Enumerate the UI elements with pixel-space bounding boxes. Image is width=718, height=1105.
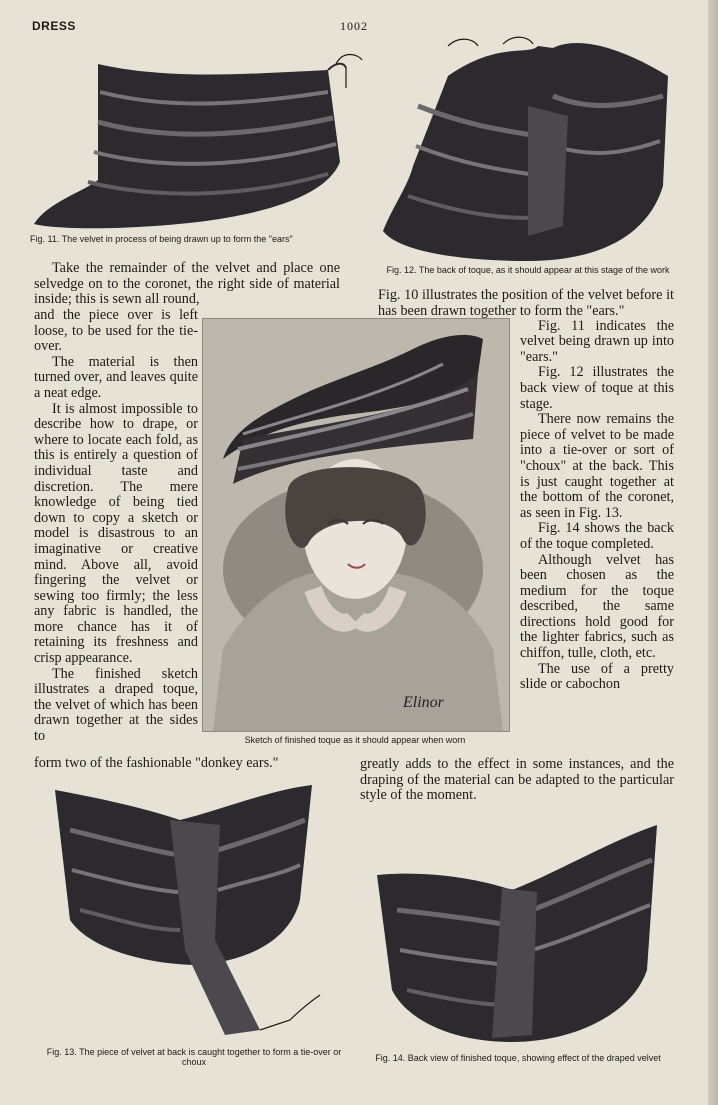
fig14-caption: Fig. 14. Back view of finished toque, showing effect of the draped velvet xyxy=(375,1053,661,1063)
fig11-illustration xyxy=(28,52,378,232)
fig11-caption: Fig. 11. The velvet in process of being drawn up to form the "ears" xyxy=(30,234,293,244)
fig12-caption: Fig. 12. The back of toque, as it should appear at this stage of the work xyxy=(386,265,670,275)
left-column-narrow xyxy=(34,308,198,745)
left-column-top xyxy=(34,261,340,308)
page-edge xyxy=(708,0,718,1105)
paragraph: Fig. 12 illustrates the back view of toque at this stage. xyxy=(520,364,674,412)
paragraph: greatly adds to the effect in some instances, and the draping of the material can be adapted to the particular style of the moment. xyxy=(360,756,674,804)
fig13-illustration xyxy=(50,780,340,1045)
sketch-caption: Sketch of finished toque as it should appear when worn xyxy=(244,735,466,745)
left-column-bottom xyxy=(34,756,352,772)
paragraph: The finished sketch illustrates a draped toque, the velvet of which has been drawn together at the sides to xyxy=(34,665,198,745)
right-column-narrow xyxy=(520,303,674,693)
paragraph: It is almost impossible to describe how to drape, or where to locate each fold, as this is entirely a question of individual taste and discretion. The mere knowledge of being tied down to copy a sketch or model is disastrous to an imaginative or creative mind. Above all, avoid fingering the velvet or sewing too firmly; the less any fabric is handled, the more chance has it of retaining its freshness and crisp appearance. xyxy=(34,400,198,667)
fig13-caption: Fig. 13. The piece of velvet at back is caught together to form a tie-over or choux xyxy=(46,1047,342,1067)
paragraph: Fig. 14 shows the back of the toque completed. xyxy=(520,520,674,552)
sketch-finished-toque xyxy=(202,318,510,732)
paragraph: The material is then turned over, and leaves quite a neat edge. xyxy=(34,353,198,401)
paragraph: Fig. 11 indicates the velvet being drawn up into "ears." xyxy=(520,317,674,365)
paragraph: form two of the fashionable "donkey ears." xyxy=(34,755,279,771)
paragraph: There now remains the piece of velvet to be made into a tie-over or sort of "choux" at the back. This is just caught together at the bottom of the coronet, as seen in Fig. 13. xyxy=(520,411,674,521)
paragraph: Fig. 10 illustrates the position of the velvet before it has been drawn together to form the "ears." xyxy=(378,287,674,319)
right-column-bottom xyxy=(360,757,674,804)
paragraph: and the piece over is left loose, to be used for the tie-over. xyxy=(34,307,198,355)
paragraph: Although velvet has been chosen as the medium for the toque described, the same directions hold good for the lighter fabrics, such as chiffon, tulle, cloth, etc. xyxy=(520,551,674,662)
paragraph: Take the remainder of the velvet and place one selvedge on to the coronet, the right side of material inside; this is sewn all round, xyxy=(34,260,340,308)
sketch-signature: Elinor xyxy=(403,694,444,711)
fig14-illustration xyxy=(372,820,667,1050)
fig12-illustration xyxy=(378,36,683,266)
running-head-section: DRESS xyxy=(32,19,76,33)
paragraph: The use of a pretty slide or cabochon xyxy=(520,660,674,693)
page-number: 1002 xyxy=(340,19,368,33)
